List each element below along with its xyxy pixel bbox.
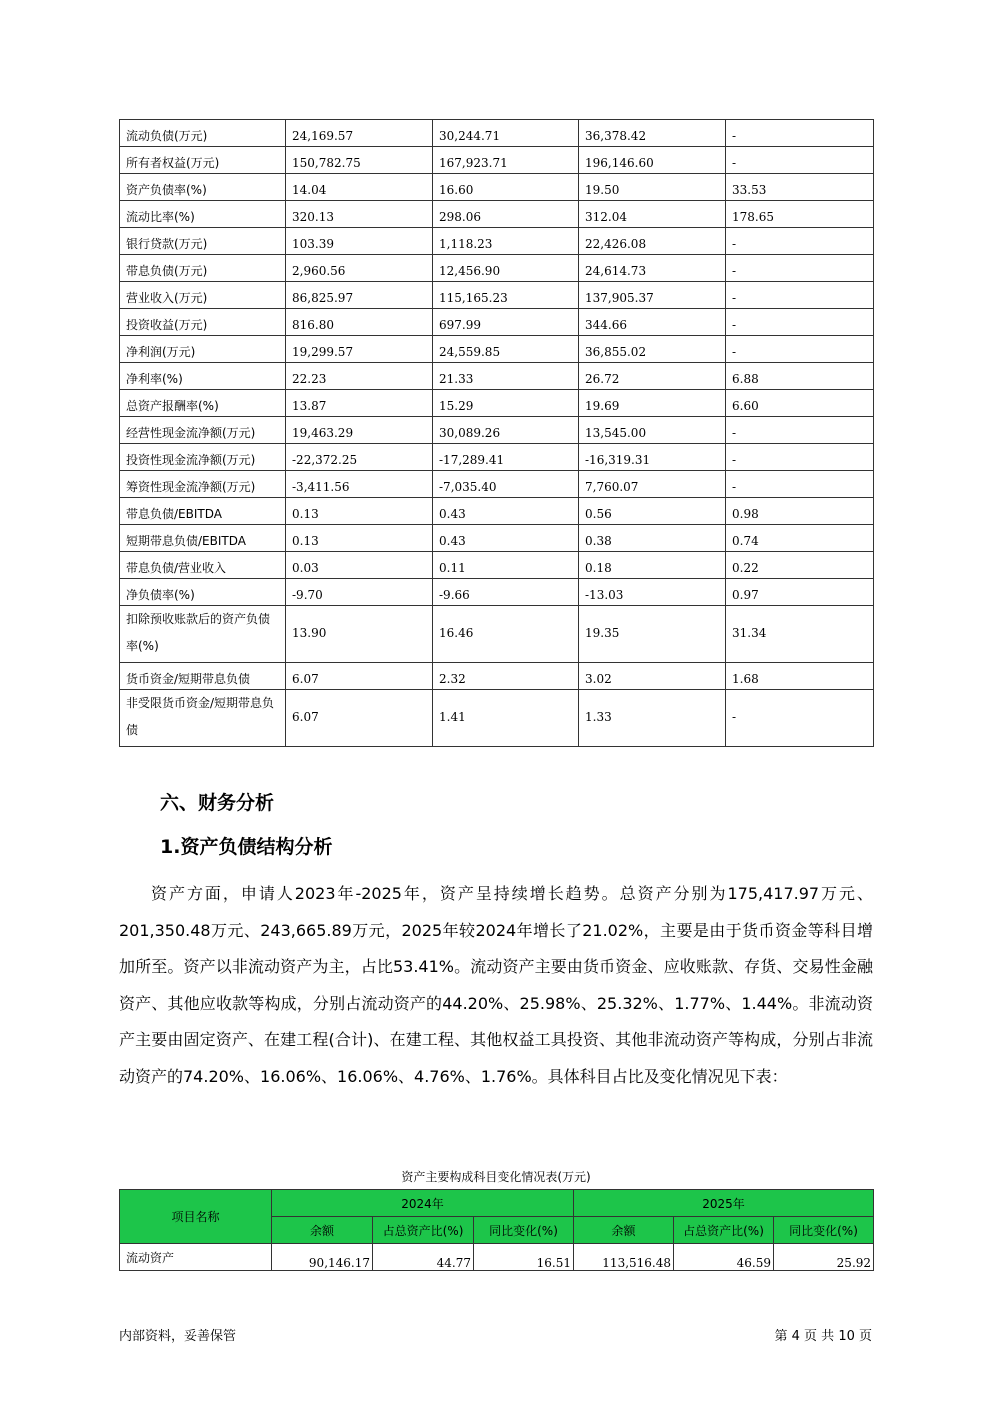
cell-v2024: 2.32 xyxy=(433,663,579,690)
cell-v2025: 19.35 xyxy=(579,606,726,663)
year-2025-header: 2025年 xyxy=(574,1190,874,1217)
cell-v2023: -3,411.56 xyxy=(286,471,433,498)
row-label: 非受限货币资金/短期带息负债 xyxy=(120,690,286,747)
row-label: 流动比率(%) xyxy=(120,201,286,228)
table-row xyxy=(120,363,874,390)
cell-v2023: 0.13 xyxy=(286,498,433,525)
cell-industry: - xyxy=(726,690,874,747)
row-label: 筹资性现金流净额(万元) xyxy=(120,471,286,498)
cell-industry: - xyxy=(726,471,874,498)
cell-v2023: 19,299.57 xyxy=(286,336,433,363)
row-label: 总资产报酬率(%) xyxy=(120,390,286,417)
cell-v2023: 14.04 xyxy=(286,174,433,201)
subsection-title: 1.资产负债结构分析 xyxy=(160,836,333,858)
cell-industry: - xyxy=(726,120,874,147)
cell-v2024: 24,559.85 xyxy=(433,336,579,363)
cell-v2024: 30,244.71 xyxy=(433,120,579,147)
share-header: 占总资产比(%) xyxy=(373,1217,474,1244)
cell-industry: 31.34 xyxy=(726,606,874,663)
cell-v2025: 24,614.73 xyxy=(579,255,726,282)
metrics-table-body xyxy=(120,120,874,747)
table-row xyxy=(120,174,874,201)
cell-industry: 6.60 xyxy=(726,390,874,417)
table-row xyxy=(120,417,874,444)
cell-v2025: 0.18 xyxy=(579,552,726,579)
financial-metrics-table xyxy=(119,119,874,747)
cell-v2025: 344.66 xyxy=(579,309,726,336)
yoy-header: 同比变化(%) xyxy=(774,1217,874,1244)
table-row xyxy=(120,690,874,747)
cell-v2024: 1.41 xyxy=(433,690,579,747)
cell-yoy-2025: 25.92 xyxy=(774,1244,874,1271)
cell-industry: - xyxy=(726,417,874,444)
cell-industry: 0.98 xyxy=(726,498,874,525)
cell-v2025: 36,855.02 xyxy=(579,336,726,363)
cell-v2024: 21.33 xyxy=(433,363,579,390)
row-label: 流动资产 xyxy=(120,1244,272,1271)
cell-v2025: 1.33 xyxy=(579,690,726,747)
cell-industry: 178.65 xyxy=(726,201,874,228)
cell-v2023: 86,825.97 xyxy=(286,282,433,309)
yoy-header: 同比变化(%) xyxy=(474,1217,574,1244)
cell-v2025: 36,378.42 xyxy=(579,120,726,147)
cell-amount-2025: 113,516.48 xyxy=(574,1244,674,1271)
table-row xyxy=(120,201,874,228)
row-label: 经营性现金流净额(万元) xyxy=(120,417,286,444)
row-label: 扣除预收账款后的资产负债率(%) xyxy=(120,606,286,663)
table-row xyxy=(120,255,874,282)
cell-v2024: 1,118.23 xyxy=(433,228,579,255)
row-label: 所有者权益(万元) xyxy=(120,147,286,174)
cell-v2023: 0.03 xyxy=(286,552,433,579)
cell-v2025: 19.50 xyxy=(579,174,726,201)
cell-v2024: 12,456.90 xyxy=(433,255,579,282)
cell-v2024: -9.66 xyxy=(433,579,579,606)
cell-industry: - xyxy=(726,147,874,174)
cell-v2024: 30,089.26 xyxy=(433,417,579,444)
row-label: 资产负债率(%) xyxy=(120,174,286,201)
cell-v2023: 6.07 xyxy=(286,690,433,747)
table-row xyxy=(120,471,874,498)
cell-v2023: 22.23 xyxy=(286,363,433,390)
cell-v2023: 24,169.57 xyxy=(286,120,433,147)
footer-confidential-note: 内部资料，妥善保管 xyxy=(119,1329,237,1344)
table-row xyxy=(120,228,874,255)
cell-yoy-2024: 16.51 xyxy=(474,1244,574,1271)
cell-industry: - xyxy=(726,309,874,336)
cell-industry: - xyxy=(726,282,874,309)
cell-v2024: 16.60 xyxy=(433,174,579,201)
cell-industry: 6.88 xyxy=(726,363,874,390)
cell-v2023: 13.90 xyxy=(286,606,433,663)
table-row xyxy=(120,120,874,147)
cell-v2024: 115,165.23 xyxy=(433,282,579,309)
cell-v2024: 298.06 xyxy=(433,201,579,228)
row-label: 投资收益(万元) xyxy=(120,309,286,336)
cell-v2023: 150,782.75 xyxy=(286,147,433,174)
cell-v2023: 816.80 xyxy=(286,309,433,336)
table-row xyxy=(120,390,874,417)
row-label: 带息负债/EBITDA xyxy=(120,498,286,525)
cell-share-2024: 44.77 xyxy=(373,1244,474,1271)
cell-v2024: -7,035.40 xyxy=(433,471,579,498)
cell-v2024: 167,923.71 xyxy=(433,147,579,174)
cell-v2025: -13.03 xyxy=(579,579,726,606)
item-name-header: 项目名称 xyxy=(120,1190,272,1244)
cell-v2023: -22,372.25 xyxy=(286,444,433,471)
cell-v2024: 0.43 xyxy=(433,498,579,525)
row-label: 净负债率(%) xyxy=(120,579,286,606)
cell-v2025: 7,760.07 xyxy=(579,471,726,498)
cell-v2023: 6.07 xyxy=(286,663,433,690)
cell-v2023: 19,463.29 xyxy=(286,417,433,444)
cell-industry: - xyxy=(726,228,874,255)
row-label: 银行贷款(万元) xyxy=(120,228,286,255)
cell-v2024: 697.99 xyxy=(433,309,579,336)
row-label: 带息负债(万元) xyxy=(120,255,286,282)
cell-v2025: 22,426.08 xyxy=(579,228,726,255)
table-row xyxy=(120,1244,874,1271)
analysis-paragraph: 资产方面，申请人2023年-2025年，资产呈持续增长趋势。总资产分别为175,417.97万元、201,350.48万元、243,665.89万元，2025年较2024年增长了21.02%，主要是由于货币资金等科目增加所至。资产以非流动资产为主，占比53.41%。流动资产主要由货币资金、应收账款、存货、交易性金融资产、其他应收款等构成，分别占流动资产的44.20%、25.98%、25.32%、1.77%、1.44%。非流动资产主要由固定资产、在建工程(合计)、在建工程、其他权益工具投资、其他非流动资产等构成，分别占非流动资产的74.20%、16.06%、16.06%、4.76%、1.76%。具体科目占比及变化情况见下表： xyxy=(119,884,873,1086)
cell-v2023: 0.13 xyxy=(286,525,433,552)
footer-page-number: 第 4 页 共 10 页 xyxy=(774,1329,872,1344)
cell-amount-2024: 90,146.17 xyxy=(272,1244,373,1271)
cell-industry: - xyxy=(726,444,874,471)
cell-v2024: 16.46 xyxy=(433,606,579,663)
cell-v2025: 19.69 xyxy=(579,390,726,417)
section-title: 六、财务分析 xyxy=(160,792,275,814)
table-row xyxy=(120,336,874,363)
cell-v2023: 2,960.56 xyxy=(286,255,433,282)
share-header: 占总资产比(%) xyxy=(674,1217,774,1244)
row-label: 带息负债/营业收入 xyxy=(120,552,286,579)
cell-v2025: 0.38 xyxy=(579,525,726,552)
table-row xyxy=(120,444,874,471)
cell-v2025: 13,545.00 xyxy=(579,417,726,444)
cell-v2024: 15.29 xyxy=(433,390,579,417)
cell-v2025: 3.02 xyxy=(579,663,726,690)
table-row xyxy=(120,309,874,336)
cell-v2023: 320.13 xyxy=(286,201,433,228)
row-label: 货币资金/短期带息负债 xyxy=(120,663,286,690)
table-row xyxy=(120,525,874,552)
table-row xyxy=(120,147,874,174)
row-label: 短期带息负债/EBITDA xyxy=(120,525,286,552)
structure-table-caption: 资产主要构成科目变化情况表(万元) xyxy=(401,1170,591,1184)
table-row xyxy=(120,282,874,309)
cell-v2025: -16,319.31 xyxy=(579,444,726,471)
cell-industry: 0.97 xyxy=(726,579,874,606)
asset-structure-table xyxy=(119,1189,874,1271)
cell-industry: 1.68 xyxy=(726,663,874,690)
cell-v2024: 0.43 xyxy=(433,525,579,552)
row-label: 营业收入(万元) xyxy=(120,282,286,309)
row-label: 流动负债(万元) xyxy=(120,120,286,147)
cell-v2023: 13.87 xyxy=(286,390,433,417)
row-label: 净利率(%) xyxy=(120,363,286,390)
cell-v2023: 103.39 xyxy=(286,228,433,255)
cell-v2025: 196,146.60 xyxy=(579,147,726,174)
cell-industry: 0.74 xyxy=(726,525,874,552)
cell-v2025: 312.04 xyxy=(579,201,726,228)
cell-v2025: 0.56 xyxy=(579,498,726,525)
cell-industry: 0.22 xyxy=(726,552,874,579)
cell-industry: - xyxy=(726,336,874,363)
cell-v2025: 26.72 xyxy=(579,363,726,390)
row-label: 投资性现金流净额(万元) xyxy=(120,444,286,471)
cell-share-2025: 46.59 xyxy=(674,1244,774,1271)
year-2024-header: 2024年 xyxy=(272,1190,574,1217)
table-row xyxy=(120,606,874,663)
table-row xyxy=(120,663,874,690)
table-row xyxy=(120,579,874,606)
cell-industry: 33.53 xyxy=(726,174,874,201)
cell-v2025: 137,905.37 xyxy=(579,282,726,309)
amount-header: 余额 xyxy=(272,1217,373,1244)
cell-v2024: -17,289.41 xyxy=(433,444,579,471)
table-row xyxy=(120,498,874,525)
cell-v2024: 0.11 xyxy=(433,552,579,579)
row-label: 净利润(万元) xyxy=(120,336,286,363)
cell-industry: - xyxy=(726,255,874,282)
cell-v2023: -9.70 xyxy=(286,579,433,606)
table-row xyxy=(120,552,874,579)
amount-header: 余额 xyxy=(574,1217,674,1244)
